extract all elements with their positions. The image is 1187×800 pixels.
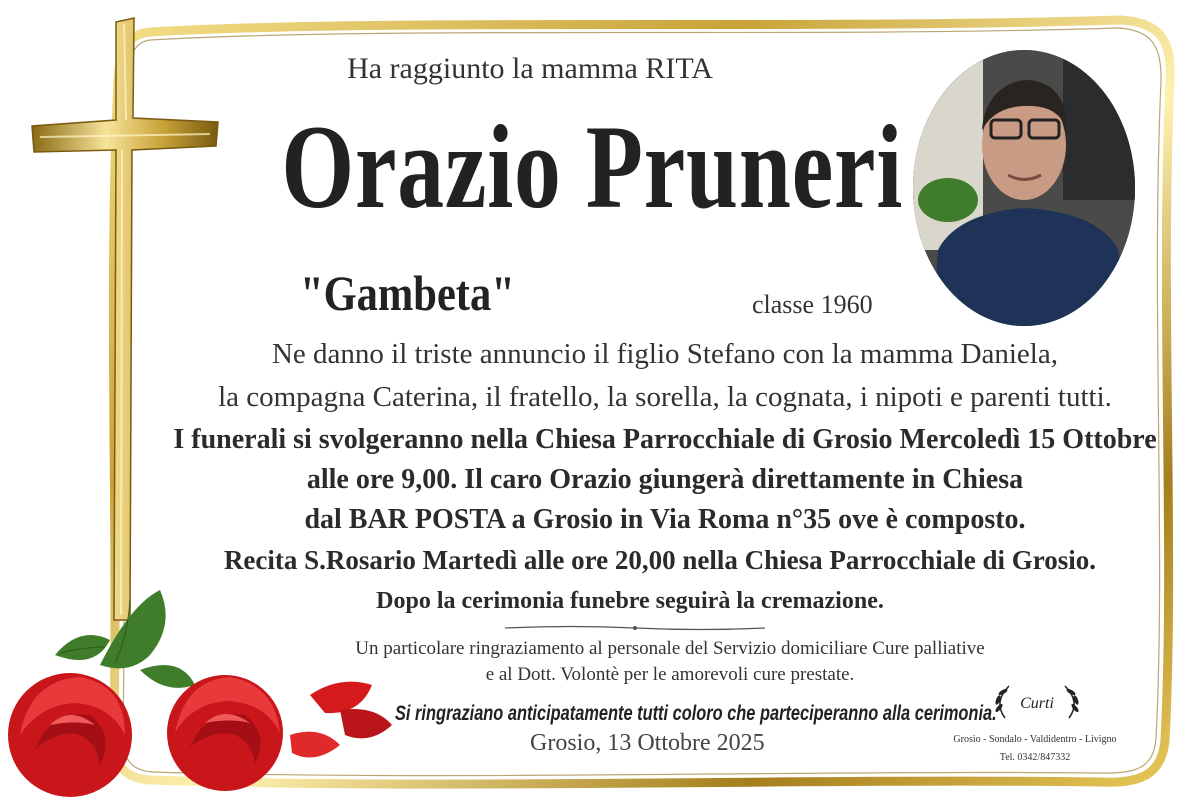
nickname: "Gambeta" (300, 265, 515, 321)
funeral-line-2: alle ore 9,00. Il caro Orazio giungerà direttamente in Chiesa (306, 464, 1024, 495)
birth-class: classe 1960 (752, 290, 873, 319)
deceased-name: Orazio Pruneri (281, 100, 904, 233)
funeral-line-3: dal BAR POSTA a Grosio in Via Roma n°35 ove è composto. (304, 504, 1026, 535)
thanks-line-2: e al Dott. Volontè per le amorevoli cure prestate. (485, 664, 855, 685)
cremation-line: Dopo la cerimonia funebre seguirà la cremazione. (376, 588, 884, 614)
family-line-2: la compagna Caterina, il fratello, la sorella, la cognata, i nipoti e parenti tutti. (218, 381, 1112, 413)
agency-laurel-logo-icon (985, 678, 1089, 726)
agency-locations: Grosio - Sondalo - Valdidentro - Livigno (953, 734, 1117, 745)
agency-phone: Tel. 0342/847332 (999, 752, 1071, 763)
roses-icon (0, 585, 400, 800)
ornamental-divider (505, 625, 765, 631)
thanks-line-1: Un particolare ringraziamento al personale del Servizio domiciliare Cure palliative (355, 638, 985, 659)
funeral-line-1: I funerali si svolgeranno nella Chiesa Parrocchiale di Grosio Mercoledì 15 Ottobre (173, 424, 1157, 455)
intro-text: Ha raggiunto la mamma RITA (347, 52, 713, 85)
thanks-advance: Si ringraziano anticipatamente tutti coloro che parteciperanno alla cerimonia. (395, 702, 997, 725)
place-date: Grosio, 13 Ottobre 2025 (530, 730, 765, 756)
portrait-photo (913, 50, 1135, 326)
rosary-line: Recita S.Rosario Martedì alle ore 20,00 nella Chiesa Parrocchiale di Grosio. (223, 545, 1097, 575)
family-line-1: Ne danno il triste annuncio il figlio Stefano con la mamma Daniela, (271, 338, 1058, 370)
agency-logo-text: Curti (1020, 695, 1054, 712)
